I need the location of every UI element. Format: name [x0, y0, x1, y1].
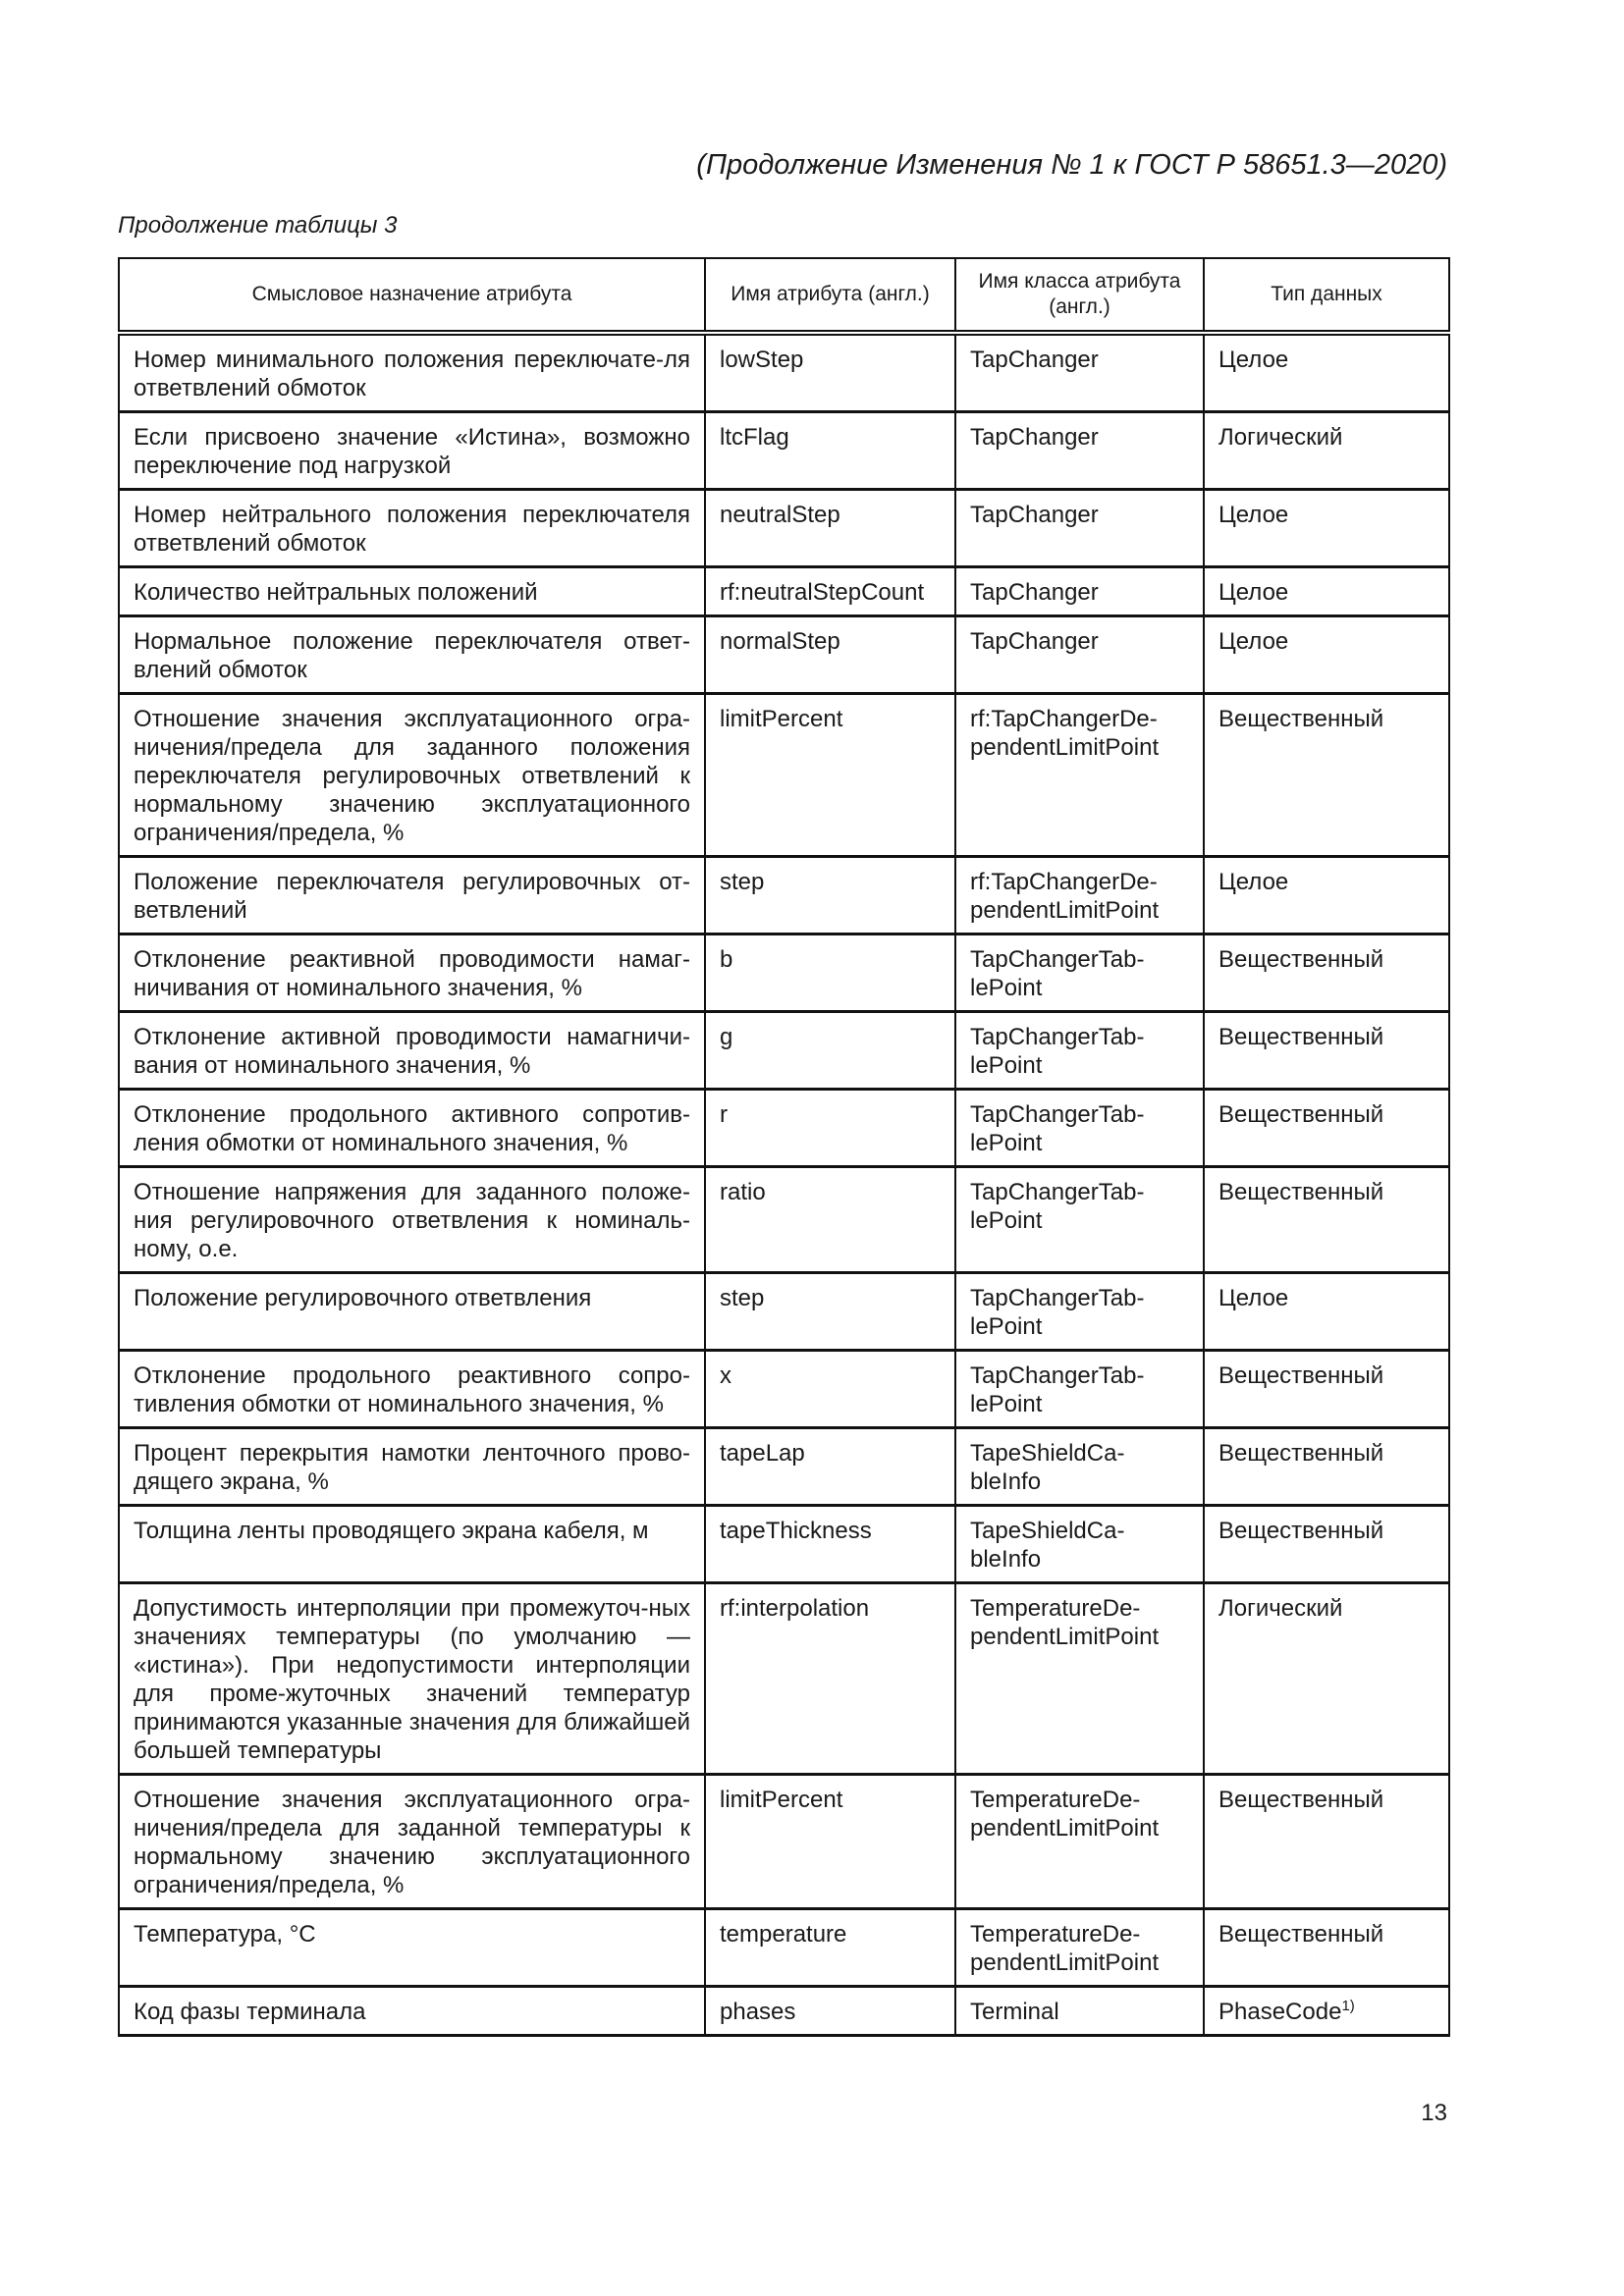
attribute-description-cell	[119, 934, 705, 1012]
attribute-description-cell-text: Номер минимального положения переключате-ля ответвлений обмоток	[134, 347, 690, 401]
attribute-class-cell	[955, 1351, 1204, 1428]
column-header-data-type: Тип данных	[1204, 258, 1449, 333]
attribute-name-cell	[705, 1987, 955, 2036]
attribute-class-cell	[955, 1428, 1204, 1506]
attribute-name-cell-text: step	[720, 869, 765, 895]
table-row	[119, 1273, 1449, 1351]
attribute-class-cell-text: TapChanger	[970, 347, 1099, 373]
table-row	[119, 1012, 1449, 1090]
table-row	[119, 1090, 1449, 1167]
data-type-cell	[1204, 1775, 1449, 1909]
data-type-cell-text: Вещественный	[1218, 1518, 1384, 1544]
attribute-class-cell	[955, 412, 1204, 490]
attribute-class-cell-text: TapChanger	[970, 502, 1099, 528]
attribute-name-cell	[705, 333, 955, 412]
attribute-name-cell	[705, 1506, 955, 1583]
attribute-description-cell-text: Нормальное положение переключателя ответ-влений обмоток	[134, 628, 690, 683]
attribute-name-cell	[705, 1428, 955, 1506]
attribute-class-cell	[955, 616, 1204, 694]
attribute-class-cell	[955, 1090, 1204, 1167]
attribute-description-cell	[119, 1351, 705, 1428]
data-type-cell-text: Логический	[1218, 1595, 1343, 1622]
data-type-cell-text: Логический	[1218, 424, 1343, 451]
attribute-class-cell	[955, 1273, 1204, 1351]
attribute-name-cell-text: limitPercent	[720, 1787, 843, 1813]
attribute-description-cell	[119, 1987, 705, 2036]
attribute-class-cell-text: rf:TapChangerDe-pendentLimitPoint	[970, 869, 1160, 924]
attribute-class-cell	[955, 1167, 1204, 1273]
attribute-description-cell-text: Отклонение продольного активного сопротив-ления обмотки от номинального значения, %	[134, 1101, 690, 1156]
data-type-cell	[1204, 857, 1449, 934]
data-type-cell	[1204, 1506, 1449, 1583]
attribute-description-cell-text: Толщина ленты проводящего экрана кабеля, м	[134, 1518, 649, 1544]
data-type-cell-text: Вещественный	[1218, 946, 1384, 973]
attribute-class-cell	[955, 1775, 1204, 1909]
attribute-name-cell-text: ratio	[720, 1179, 766, 1205]
attribute-name-cell-text: neutralStep	[720, 502, 840, 528]
attribute-description-cell	[119, 333, 705, 412]
table-row	[119, 1987, 1449, 2036]
attribute-description-cell-text: Отношение значения эксплуатационного огра-ничения/предела для заданной температуры к нормальному значению эксплуатационного ограничения/предела, %	[134, 1787, 690, 1898]
attribute-description-cell-text: Отношение значения эксплуатационного огра-ничения/предела для заданного положения переключателя регулировочных ответвлений к нормальному значению эксплуатационного ограничения/предела, %	[134, 706, 690, 846]
table-row	[119, 333, 1449, 412]
table-row	[119, 1351, 1449, 1428]
attribute-class-cell-text: TapChangerTab-lePoint	[970, 946, 1145, 1001]
data-type-cell-text: Вещественный	[1218, 1787, 1384, 1813]
attribute-name-cell-text: rf:interpolation	[720, 1595, 870, 1622]
attribute-name-cell	[705, 1090, 955, 1167]
data-type-cell-text: Целое	[1218, 579, 1289, 606]
attribute-name-cell-text: rf:neutralStepCount	[720, 579, 925, 606]
data-type-cell	[1204, 1012, 1449, 1090]
attribute-description-cell-text: Номер нейтрального положения переключателя ответвлений обмоток	[134, 502, 690, 557]
data-type-cell-text: Вещественный	[1218, 1362, 1384, 1389]
attribute-class-cell-text: TapChangerTab-lePoint	[970, 1024, 1145, 1079]
attribute-description-cell-text: Отношение напряжения для заданного положе-ния регулировочного ответвления к номиналь-ному, о.е.	[134, 1179, 690, 1262]
attribute-description-cell	[119, 1909, 705, 1987]
attribute-name-cell	[705, 934, 955, 1012]
attribute-description-cell	[119, 1506, 705, 1583]
attribute-name-cell-text: lowStep	[720, 347, 804, 373]
attribute-class-cell	[955, 1987, 1204, 2036]
attribute-description-cell	[119, 616, 705, 694]
table-row	[119, 934, 1449, 1012]
data-type-cell-text: Целое	[1218, 502, 1289, 528]
attribute-description-cell	[119, 1273, 705, 1351]
data-type-cell	[1204, 1167, 1449, 1273]
attribute-description-cell-text: Количество нейтральных положений	[134, 579, 538, 606]
attribute-description-cell	[119, 412, 705, 490]
attribute-name-cell	[705, 616, 955, 694]
data-type-cell	[1204, 694, 1449, 857]
table-row	[119, 1167, 1449, 1273]
table-row	[119, 490, 1449, 567]
attribute-class-cell-text: TapChanger	[970, 628, 1099, 655]
attribute-name-cell	[705, 857, 955, 934]
table-body	[119, 333, 1449, 2036]
attribute-class-cell	[955, 1909, 1204, 1987]
attribute-name-cell	[705, 1012, 955, 1090]
attribute-description-cell-text: Если присвоено значение «Истина», возможно переключение под нагрузкой	[134, 424, 690, 479]
attribute-name-cell-text: limitPercent	[720, 706, 843, 732]
footnote-marker: 1)	[1341, 1998, 1355, 2014]
column-header-attribute-name: Имя атрибута (англ.)	[705, 258, 955, 333]
table-row	[119, 567, 1449, 616]
attribute-name-cell-text: tapeThickness	[720, 1518, 872, 1544]
attribute-class-cell-text: TemperatureDe-pendentLimitPoint	[970, 1787, 1160, 1842]
attribute-description-cell	[119, 857, 705, 934]
column-header-attribute-class: Имя класса атрибута (англ.)	[955, 258, 1204, 333]
attribute-name-cell-text: x	[720, 1362, 731, 1389]
attribute-name-cell-text: normalStep	[720, 628, 840, 655]
attribute-class-cell	[955, 934, 1204, 1012]
attribute-class-cell-text: rf:TapChangerDe-pendentLimitPoint	[970, 706, 1160, 761]
attribute-description-cell	[119, 490, 705, 567]
attribute-name-cell-text: ltcFlag	[720, 424, 789, 451]
attribute-description-cell-text: Код фазы терминала	[134, 1999, 366, 2025]
data-type-cell	[1204, 1583, 1449, 1775]
data-type-cell	[1204, 1090, 1449, 1167]
attribute-class-cell-text: TapeShieldCa-bleInfo	[970, 1440, 1125, 1495]
data-type-cell	[1204, 616, 1449, 694]
data-type-cell	[1204, 333, 1449, 412]
attribute-class-cell-text: TemperatureDe-pendentLimitPoint	[970, 1921, 1160, 1976]
attribute-description-cell-text: Отклонение реактивной проводимости намаг-ничивания от номинального значения, %	[134, 946, 690, 1001]
data-type-cell	[1204, 934, 1449, 1012]
attribute-class-cell	[955, 1506, 1204, 1583]
attribute-class-cell	[955, 857, 1204, 934]
attribute-name-cell	[705, 1583, 955, 1775]
attribute-name-cell	[705, 1167, 955, 1273]
attribute-description-cell	[119, 694, 705, 857]
attribute-name-cell-text: phases	[720, 1999, 796, 2025]
attribute-class-cell-text: TapeShieldCa-bleInfo	[970, 1518, 1125, 1573]
table-row	[119, 412, 1449, 490]
attribute-name-cell	[705, 1909, 955, 1987]
data-type-cell-text: Целое	[1218, 628, 1289, 655]
attribute-description-cell	[119, 1775, 705, 1909]
data-type-cell	[1204, 1987, 1449, 2036]
attribute-name-cell	[705, 1775, 955, 1909]
attribute-name-cell-text: r	[720, 1101, 728, 1128]
attribute-description-cell	[119, 567, 705, 616]
data-type-cell	[1204, 1909, 1449, 1987]
attribute-name-cell-text: step	[720, 1285, 765, 1311]
data-type-cell	[1204, 1351, 1449, 1428]
attribute-name-cell	[705, 490, 955, 567]
data-type-cell	[1204, 1428, 1449, 1506]
data-type-cell-text: Целое	[1218, 347, 1289, 373]
attribute-name-cell-text: tapeLap	[720, 1440, 805, 1467]
attribute-class-cell-text: TapChangerTab-lePoint	[970, 1179, 1145, 1234]
attribute-class-cell	[955, 694, 1204, 857]
table-header-row	[119, 258, 1449, 333]
data-type-cell	[1204, 1273, 1449, 1351]
table-row	[119, 1506, 1449, 1583]
data-type-cell-text: PhaseCode	[1218, 1999, 1342, 2025]
attribute-description-cell-text: Отклонение продольного реактивного сопро-тивления обмотки от номинального значения, %	[134, 1362, 690, 1417]
table-row	[119, 857, 1449, 934]
attribute-description-cell	[119, 1583, 705, 1775]
data-type-cell-text: Вещественный	[1218, 1440, 1384, 1467]
attribute-table	[118, 257, 1450, 2037]
attribute-name-cell-text: g	[720, 1024, 733, 1050]
table-row	[119, 616, 1449, 694]
data-type-cell-text: Вещественный	[1218, 1024, 1384, 1050]
attribute-description-cell	[119, 1428, 705, 1506]
attribute-name-cell	[705, 412, 955, 490]
data-type-cell-text: Целое	[1218, 869, 1289, 895]
table-row	[119, 694, 1449, 857]
attribute-class-cell-text: TemperatureDe-pendentLimitPoint	[970, 1595, 1160, 1650]
attribute-description-cell-text: Положение переключателя регулировочных от-ветвлений	[134, 869, 690, 924]
attribute-description-cell-text: Допустимость интерполяции при промежуточ-ных значениях температуры (по умолчанию — «истина»). При недопустимости интерполяции для проме-жуточных значений температур принимаются указанные значения для ближайшей большей температуры	[134, 1595, 690, 1764]
attribute-class-cell-text: Terminal	[970, 1999, 1059, 2025]
attribute-description-cell	[119, 1090, 705, 1167]
attribute-class-cell-text: TapChangerTab-lePoint	[970, 1285, 1145, 1340]
attribute-class-cell	[955, 490, 1204, 567]
data-type-cell	[1204, 412, 1449, 490]
attribute-class-cell-text: TapChanger	[970, 579, 1099, 606]
table-row	[119, 1775, 1449, 1909]
attribute-class-cell-text: TapChangerTab-lePoint	[970, 1362, 1145, 1417]
attribute-description-cell	[119, 1167, 705, 1273]
page-number: 13	[1421, 2100, 1447, 2126]
attribute-description-cell-text: Температура, °С	[134, 1921, 316, 1948]
data-type-cell-text: Целое	[1218, 1285, 1289, 1311]
attribute-description-cell-text: Процент перекрытия намотки ленточного прово-дящего экрана, %	[134, 1440, 690, 1495]
attribute-description-cell-text: Отклонение активной проводимости намагничи-вания от номинального значения, %	[134, 1024, 690, 1079]
table-caption: Продолжение таблицы 3	[118, 212, 398, 239]
attribute-name-cell-text: b	[720, 946, 733, 973]
attribute-name-cell	[705, 694, 955, 857]
table-row	[119, 1909, 1449, 1987]
attribute-class-cell-text: TapChanger	[970, 424, 1099, 451]
attribute-description-cell	[119, 1012, 705, 1090]
table-row	[119, 1428, 1449, 1506]
attribute-class-cell	[955, 1012, 1204, 1090]
data-type-cell-text: Вещественный	[1218, 1179, 1384, 1205]
attribute-class-cell	[955, 333, 1204, 412]
attribute-name-cell	[705, 567, 955, 616]
data-type-cell-text: Вещественный	[1218, 706, 1384, 732]
table-row	[119, 1583, 1449, 1775]
attribute-name-cell-text: temperature	[720, 1921, 847, 1948]
data-type-cell	[1204, 490, 1449, 567]
data-type-cell-text: Вещественный	[1218, 1921, 1384, 1948]
running-title: (Продолжение Изменения № 1 к ГОСТ Р 58651.3—2020)	[696, 149, 1447, 181]
attribute-description-cell-text: Положение регулировочного ответвления	[134, 1285, 592, 1311]
attribute-class-cell	[955, 1583, 1204, 1775]
attribute-class-cell-text: TapChangerTab-lePoint	[970, 1101, 1145, 1156]
data-type-cell-text: Вещественный	[1218, 1101, 1384, 1128]
data-type-cell	[1204, 567, 1449, 616]
column-header-description: Смысловое назначение атрибута	[119, 258, 705, 333]
attribute-name-cell	[705, 1273, 955, 1351]
attribute-name-cell	[705, 1351, 955, 1428]
attribute-class-cell	[955, 567, 1204, 616]
